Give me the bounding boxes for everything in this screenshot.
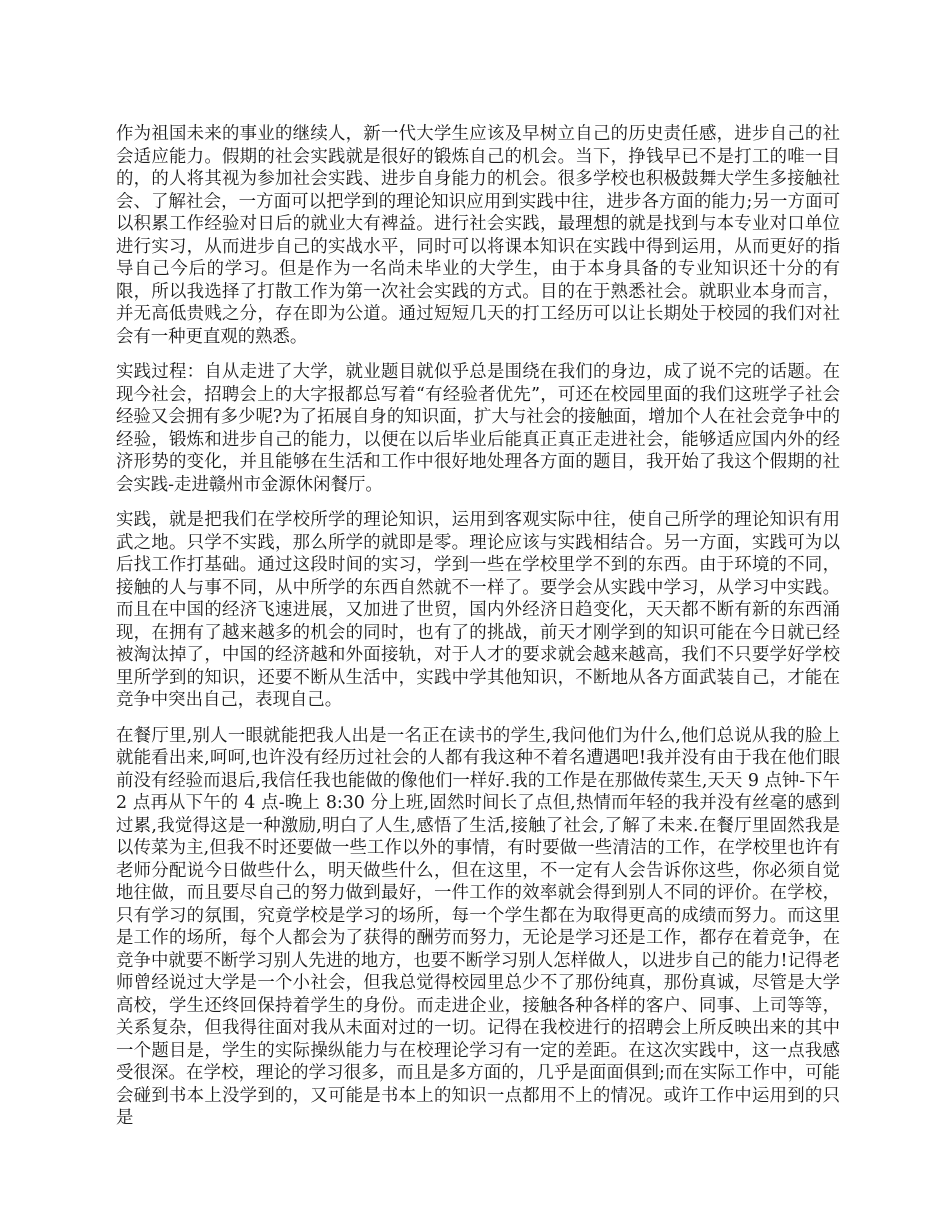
paragraph-intro: 作为祖国未来的事业的继续人，新一代大学生应该及早树立自己的历史责任感，进步自己的社会适应能力。假期的社会实践就是很好的锻炼自己的机会。当下，挣钱早已不是打工的唯一目的，的人将其视为参加社会实践、进步自身能力的机会。很多学校也积极鼓舞大学生多接触社会、了解社会，一方面可以把学到的理论知识应用到实践中往，进步各方面的能力;另一方面可以积累工作经验对日后的就业大有裨益。进行社会实践，最理想的就是找到与本专业对口单位进行实习，从而进步自己的实战水平，同时可以将课本知识在实践中得到运用，从而更好的指导自己今后的学习。但是作为一名尚未毕业的大学生，由于本身具备的专业知识还十分的有限，所以我选择了打散工作为第一次社会实践的方式。目的在于熟悉社会。就职业本身而言，并无高低贵贱之分，存在即为公道。通过短短几天的打工经历可以让长期处于校园的我们对社会有一种更直观的熟悉。 [116,124,840,347]
paragraph-theory-and-practice: 实践，就是把我们在学校所学的理论知识，运用到客观实际中往，使自己所学的理论知识有用武之地。只学不实践，那么所学的就即是零。理论应该与实践相结合。另一方面，实践可为以后找工作打基础。通过这段时间的实习，学到一些在学校里学不到的东西。由于环境的不同，接触的人与事不同，从中所学的东西自然就不一样了。要学会从实践中学习，从学习中实践。而且在中国的经济飞速进展，又加进了世贸，国内外经济日趋变化，天天都不断有新的东西涌现，在拥有了越来越多的机会的同时，也有了的挑战，前天才刚学到的知识可能在今日就已经被淘汰掉了，中国的经济越和外面接轨，对于人才的要求就会越来越高，我们不只要学好学校里所学到的知识，还要不断从生活中，实践中学其他知识，不断地从各方面武装自己，才能在竞争中突出自己，表现自己。 [116,510,840,710]
paragraph-practice-process: 实践过程：自从走进了大学，就业题目就似乎总是围绕在我们的身边，成了说不完的话题。在现今社会，招聘会上的大字报都总写着“有经验者优先”，可还在校园里面的我们这班学子社会经验又会拥有多少呢?为了拓展自身的知识面，扩大与社会的接触面，增加个人在社会竞争中的经验，锻炼和进步自己的能力，以便在以后毕业后能真正真正走进社会，能够适应国内外的经济形势的变化，并且能够在生活和工作中很好地处理各方面的题目，我开始了我这个假期的社会实践-走进赣州市金源休闲餐厅。 [116,362,840,495]
paragraph-restaurant-experience: 在餐厅里,别人一眼就能把我人出是一名正在读书的学生,我问他们为什么,他们总说从我的脸上就能看出来,呵呵,也许没有经历过社会的人都有我这种不着名遭遇吧!我并没有由于我在他们眼前没有经验而退后,我信任我也能做的像他们一样好.我的工作是在那做传菜生,天天 9 点钟-下午 2 点再从下午的 4 点-晚上 8:30 分上班,固然时间长了点但,热情而年轻的我并没有丝毫的感到过累,我觉得这是一种激励,明白了人生,感悟了生活,接触了社会,了解了未来.在餐厅里固然我是以传菜为主,但我不时还要做一些工作以外的事情，有时要做一些清洁的工作，在学校里也许有老师分配说今日做些什么，明天做些什么，但在这里，不一定有人会告诉你这些，你必须自觉地往做，而且要尽自己的努力做到最好，一件工作的效率就会得到别人不同的评价。在学校，只有学习的氛围，究竟学校是学习的场所，每一个学生都在为取得更高的成绩而努力。而这里是工作的场所，每个人都会为了获得的酬劳而努力，无论是学习还是工作，都存在着竞争，在竞争中就要不断学习别人先进的地方，也要不断学习别人怎样做人，以进步自己的能力!记得老师曾经说过大学是一个小社会，但我总觉得校园里总少不了那份纯真，那份真诚，尽管是大学高校，学生还终回保持着学生的身份。而走进企业，接触各种各样的客户、同事、上司等等，关系复杂，但我得往面对我从未面对过的一切。记得在我校进行的招聘会上所反映出来的其中一个题目是，学生的实际操纵能力与在校理论学习有一定的差距。在这次实践中，这一点我感受很深。在学校，理论的学习很多，而且是多方面的，几乎是面面俱到;而在实际工作中，可能会碰到书本上没学到的，又可能是书本上的知识一点都用不上的情况。或许工作中运用到的只是 [116,725,840,1128]
document-body [116,123,840,1143]
